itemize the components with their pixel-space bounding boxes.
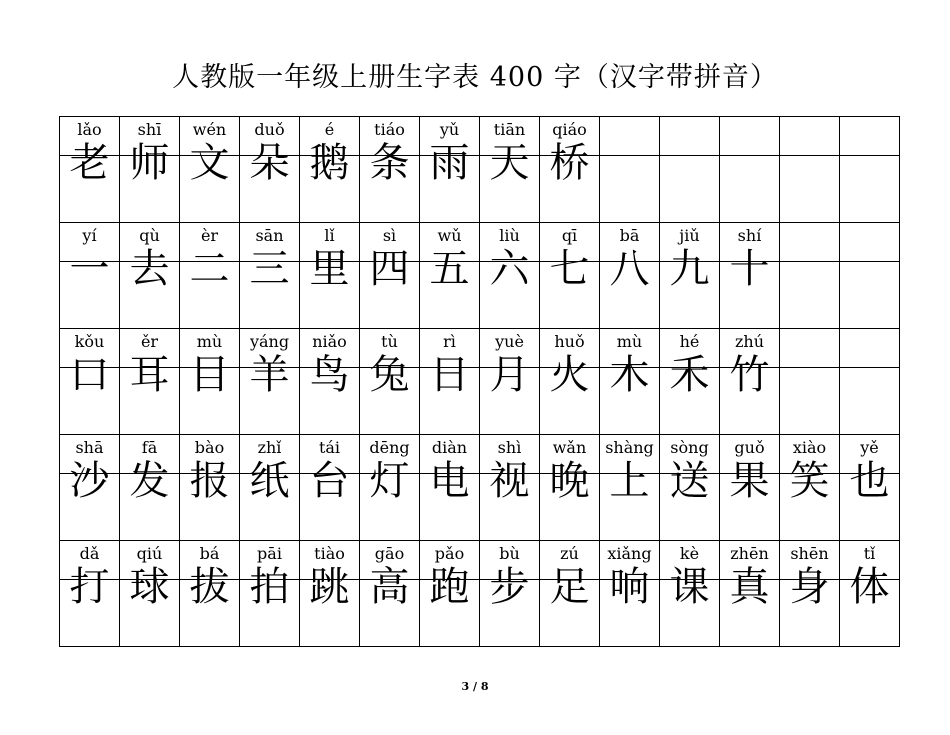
character-cell [300,541,360,647]
character-cell [60,329,120,435]
pinyin-label: duǒ [254,120,285,139]
hanzi-character: 师 [129,140,170,186]
hanzi-character: 七 [549,246,590,292]
hanzi-character: 四 [369,246,410,292]
hanzi-character: 三 [249,246,290,292]
character-cell [660,223,720,329]
character-cell [240,117,300,223]
pinyin-label: bù [499,544,520,563]
character-cell [360,117,420,223]
hanzi-character: 羊 [249,352,290,398]
pinyin-label: wǔ [437,226,462,245]
character-cell [600,435,660,541]
pinyin-label: hé [679,332,700,351]
pinyin-label: yǔ [439,120,460,139]
character-cell [600,541,660,647]
hanzi-character: 视 [489,458,530,504]
character-cell [720,541,780,647]
table-row [60,435,900,541]
character-cell [600,329,660,435]
character-cell [480,541,540,647]
hanzi-character: 雨 [429,140,470,186]
table-row [60,329,900,435]
character-cell [780,329,840,435]
character-cell [180,329,240,435]
pinyin-label: shēn [790,544,829,563]
character-cell [420,435,480,541]
pinyin-label: fā [141,438,158,457]
pinyin-label: lǎo [77,120,102,139]
hanzi-character: 球 [129,564,170,610]
pinyin-label: zhú [734,332,765,351]
character-cell [420,541,480,647]
character-cell [360,541,420,647]
character-cell [840,223,900,329]
character-cell [60,541,120,647]
pinyin-label: wǎn [552,438,587,457]
character-cell [480,117,540,223]
hanzi-character: 体 [849,564,890,610]
hanzi-character: 沙 [69,458,110,504]
hanzi-character: 目 [189,352,230,398]
pinyin-label: tǐ [863,544,876,563]
hanzi-character: 拔 [189,564,230,610]
hanzi-character: 条 [369,140,410,186]
hanzi-character: 送 [669,458,710,504]
pinyin-label: pǎo [434,544,465,563]
character-cell [780,223,840,329]
hanzi-character: 八 [609,246,650,292]
hanzi-character: 桥 [549,140,590,186]
character-cell [660,117,720,223]
pinyin-label: mù [616,332,643,351]
hanzi-character: 一 [69,246,110,292]
hanzi-character: 月 [489,352,530,398]
pinyin-label: tiān [493,120,526,139]
hanzi-character: 高 [369,564,410,610]
hanzi-character: 鹅 [309,140,350,186]
character-cell [240,435,300,541]
character-cell [120,435,180,541]
character-cell [240,329,300,435]
pinyin-label: mù [196,332,223,351]
character-cell [120,541,180,647]
hanzi-character: 文 [189,140,230,186]
hanzi-character: 九 [669,246,710,292]
character-cell [240,223,300,329]
hanzi-character: 报 [189,458,230,504]
character-cell [300,329,360,435]
character-cell [840,435,900,541]
pinyin-label: qiáo [552,120,587,139]
character-cell [420,329,480,435]
pinyin-label: niǎo [312,332,347,351]
hanzi-character: 木 [609,352,650,398]
pinyin-label: jiǔ [679,226,700,245]
character-cell [420,117,480,223]
pinyin-label: diàn [431,438,468,457]
character-cell [300,117,360,223]
pinyin-label: yuè [495,332,524,351]
character-cell [540,117,600,223]
character-cell [600,223,660,329]
character-cell [720,117,780,223]
hanzi-character: 跳 [309,564,350,610]
character-cell [480,435,540,541]
pinyin-label: bào [194,438,225,457]
hanzi-character: 十 [729,246,770,292]
pinyin-label: gāo [374,544,405,563]
hanzi-character: 上 [609,458,650,504]
character-cell [60,223,120,329]
character-cell [180,435,240,541]
character-cell [180,117,240,223]
pinyin-label: qī [561,226,578,245]
pinyin-label: rì [443,332,456,351]
hanzi-character: 响 [609,564,650,610]
pinyin-label: tiào [314,544,345,563]
table-row [60,117,900,223]
pinyin-label: shī [137,120,162,139]
pinyin-label: shì [497,438,522,457]
pinyin-label: wén [192,120,227,139]
character-cell [60,117,120,223]
character-cell [540,435,600,541]
character-cell [300,435,360,541]
table-row [60,541,900,647]
pinyin-label: shā [75,438,104,457]
character-cell [780,541,840,647]
pinyin-label: shàng [605,438,654,457]
hanzi-character: 二 [189,246,230,292]
pinyin-label: sòng [670,438,709,457]
pinyin-label: tù [381,332,398,351]
character-cell [780,117,840,223]
character-cell [840,117,900,223]
hanzi-character: 口 [69,352,110,398]
pinyin-label: qù [139,226,160,245]
hanzi-character: 课 [669,564,710,610]
hanzi-character: 竹 [729,352,770,398]
pinyin-label: dǎ [79,544,100,563]
hanzi-character: 兔 [369,352,410,398]
hanzi-character: 发 [129,458,170,504]
pinyin-label: xiǎng [607,544,652,563]
character-cell [120,117,180,223]
character-cell [540,541,600,647]
character-cell [480,329,540,435]
character-cell [840,541,900,647]
pinyin-label: xiào [792,438,827,457]
hanzi-character: 打 [69,564,110,610]
hanzi-character: 笑 [789,458,830,504]
pinyin-label: yí [82,226,97,245]
hanzi-character: 真 [729,564,770,610]
pinyin-label: é [324,120,335,139]
character-cell [420,223,480,329]
character-cell [300,223,360,329]
character-cell [60,435,120,541]
hanzi-character: 鸟 [309,352,350,398]
character-cell [720,435,780,541]
hanzi-character: 五 [429,246,470,292]
hanzi-character: 里 [309,246,350,292]
pinyin-label: pāi [257,544,282,563]
character-cell [780,435,840,541]
hanzi-character: 六 [489,246,530,292]
hanzi-character: 跑 [429,564,470,610]
hanzi-character: 灯 [369,458,410,504]
character-cell [600,117,660,223]
character-cell [540,223,600,329]
pinyin-label: zhēn [730,544,769,563]
pinyin-label: zú [560,544,579,563]
hanzi-character: 日 [429,352,470,398]
pinyin-label: lǐ [324,226,335,245]
pinyin-label: ěr [140,332,159,351]
pinyin-label: liù [499,226,520,245]
pinyin-label: qiú [136,544,163,563]
character-cell [720,223,780,329]
character-cell [180,541,240,647]
character-cell [660,541,720,647]
pinyin-label: sì [382,226,397,245]
character-cell [360,329,420,435]
pinyin-label: bā [619,226,640,245]
page-title: 人教版一年级上册生字表 400 字（汉字带拼音） [172,62,778,93]
character-cell [840,329,900,435]
character-table [59,116,900,647]
character-cell [660,435,720,541]
pinyin-label: kè [679,544,700,563]
pinyin-label: sān [255,226,284,245]
character-cell [180,223,240,329]
pinyin-label: huǒ [554,332,585,351]
hanzi-character: 身 [789,564,830,610]
hanzi-character: 晚 [549,458,590,504]
pinyin-label: yáng [249,332,290,351]
hanzi-character: 火 [549,352,590,398]
pinyin-label: shí [737,226,762,245]
table-row [60,223,900,329]
page-number: 3 / 8 [461,680,489,693]
character-cell [240,541,300,647]
pinyin-label: kǒu [74,332,105,351]
hanzi-character: 朵 [249,140,290,186]
pinyin-label: tái [318,438,341,457]
hanzi-character: 步 [489,564,530,610]
hanzi-character: 耳 [129,352,170,398]
hanzi-character: 果 [729,458,770,504]
pinyin-label: tiáo [374,120,405,139]
pinyin-label: zhǐ [257,438,282,457]
hanzi-character: 去 [129,246,170,292]
hanzi-character: 电 [429,458,470,504]
hanzi-character: 老 [69,140,110,186]
character-cell [120,329,180,435]
hanzi-character: 也 [849,458,890,504]
pinyin-label: bá [199,544,220,563]
pinyin-label: èr [200,226,219,245]
hanzi-character: 台 [309,458,350,504]
character-cell [120,223,180,329]
pinyin-label: dēng [369,438,410,457]
character-cell [360,435,420,541]
character-cell [480,223,540,329]
hanzi-character: 天 [489,140,530,186]
pinyin-label: guǒ [734,438,765,457]
hanzi-character: 足 [549,564,590,610]
character-cell [360,223,420,329]
character-cell [720,329,780,435]
character-cell [540,329,600,435]
pinyin-label: yě [860,438,879,457]
character-cell [660,329,720,435]
hanzi-character: 拍 [249,564,290,610]
hanzi-character: 禾 [669,352,710,398]
hanzi-character: 纸 [249,458,290,504]
